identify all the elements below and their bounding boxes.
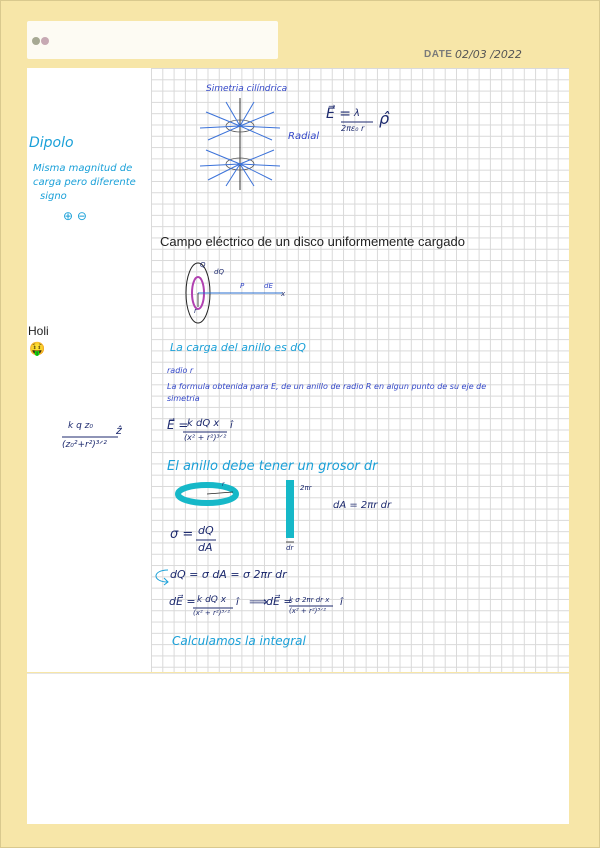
de2-vector: î: [340, 597, 343, 608]
cylinder-field-vector: ρ̂: [379, 109, 390, 128]
plus-minus-signs: ⊕ ⊖: [63, 209, 87, 223]
disk-label-p: P: [240, 282, 245, 290]
status-dot-green: [32, 37, 40, 45]
side-formula-numerator: k q z₀: [68, 421, 93, 431]
cylinder-field-lhs: E⃗ =: [326, 106, 352, 122]
dipolo-line-2: carga pero diferente: [33, 177, 136, 188]
de2-numerator: k σ 2πr dr x: [289, 596, 330, 604]
dipolo-line-3: signo: [40, 191, 67, 202]
thickness-line: El anillo debe tener un grosor dr: [167, 459, 378, 474]
charge-line: La carga del anillo es dQ: [170, 341, 306, 354]
left-margin-column: [27, 68, 151, 672]
date-label: DATE: [424, 49, 453, 60]
de-vector: î: [236, 597, 239, 608]
disk-diagram: [178, 261, 298, 331]
emoji: 🤑: [29, 341, 46, 356]
side-formula-denominator: (z₀²+r²)³ᐟ²: [62, 440, 107, 450]
area-strip-drawing: [284, 480, 298, 550]
area-formula: dA = 2πr dr: [333, 500, 392, 511]
disk-section-heading: Campo eléctrico de un disco uniformemente cargado: [160, 234, 465, 249]
de2-denominator: (x² + r²)³ᐟ²: [289, 607, 326, 615]
de-lhs: dE⃗ =: [169, 595, 196, 608]
radio-line: radio r: [167, 366, 194, 375]
disk-label-x: x: [281, 290, 286, 298]
date-value: 02/03 /2022: [455, 48, 522, 61]
formula-text-line-2: simetria: [167, 394, 200, 403]
de-denominator: (x² + r²)³ᐟ²: [193, 609, 230, 617]
implies-arrow: ⟹: [249, 595, 268, 610]
status-dot-pink: [41, 37, 49, 45]
sigma-denominator: dA: [198, 541, 213, 554]
disk-label-dq: dQ: [214, 268, 224, 276]
dipolo-line-1: Misma magnitud de: [33, 163, 133, 174]
dipolo-title: Dipolo: [29, 135, 74, 151]
ring-formula-lhs: E⃗ =: [167, 418, 189, 432]
cylinder-field-numerator: λ: [354, 108, 360, 119]
cylinder-field-fraction-bar: [341, 121, 381, 123]
cylinder-field-diagram: [196, 98, 286, 198]
side-formula-fraction-bar: [62, 436, 122, 438]
radial-label: Radial: [288, 131, 320, 142]
de-numerator: k dQ x: [197, 595, 227, 605]
cylinder-field-denominator: 2πε₀ r: [341, 124, 365, 133]
disk-label-r: r: [194, 307, 197, 315]
de2-lhs: dE⃗ =: [266, 595, 293, 608]
formula-text-line-1: La formula obtenida para E, de un anillo de radio R en algun punto de su eje de: [167, 382, 487, 391]
strip-label-bottom: dr: [286, 544, 294, 552]
ring-thickness-drawing: [175, 480, 245, 510]
disk-label-de: dE: [264, 282, 273, 290]
title-strip[interactable]: [27, 21, 278, 59]
strip-label-top: 2πr: [300, 484, 312, 492]
ring-formula-numerator: k dQ x: [187, 418, 220, 429]
bottom-blank-area: [27, 673, 569, 824]
calc-integral-line: Calculamos la integral: [172, 634, 306, 648]
ring-formula-vector: î: [230, 420, 233, 431]
sigma-lhs: σ =: [170, 527, 194, 542]
cylinder-title: Simetria cilíndrica: [206, 84, 288, 94]
sigma-numerator: dQ: [198, 524, 214, 537]
ring-r-label: r: [222, 481, 225, 488]
dq-line: dQ = σ dA = σ 2πr dr: [170, 568, 287, 581]
disk-label-q: Q: [200, 261, 206, 269]
ring-formula-denominator: (x² + r²)³ᐟ²: [184, 433, 227, 442]
holi-text: Holi: [28, 324, 49, 338]
side-formula-vector: ẑ: [116, 424, 122, 437]
